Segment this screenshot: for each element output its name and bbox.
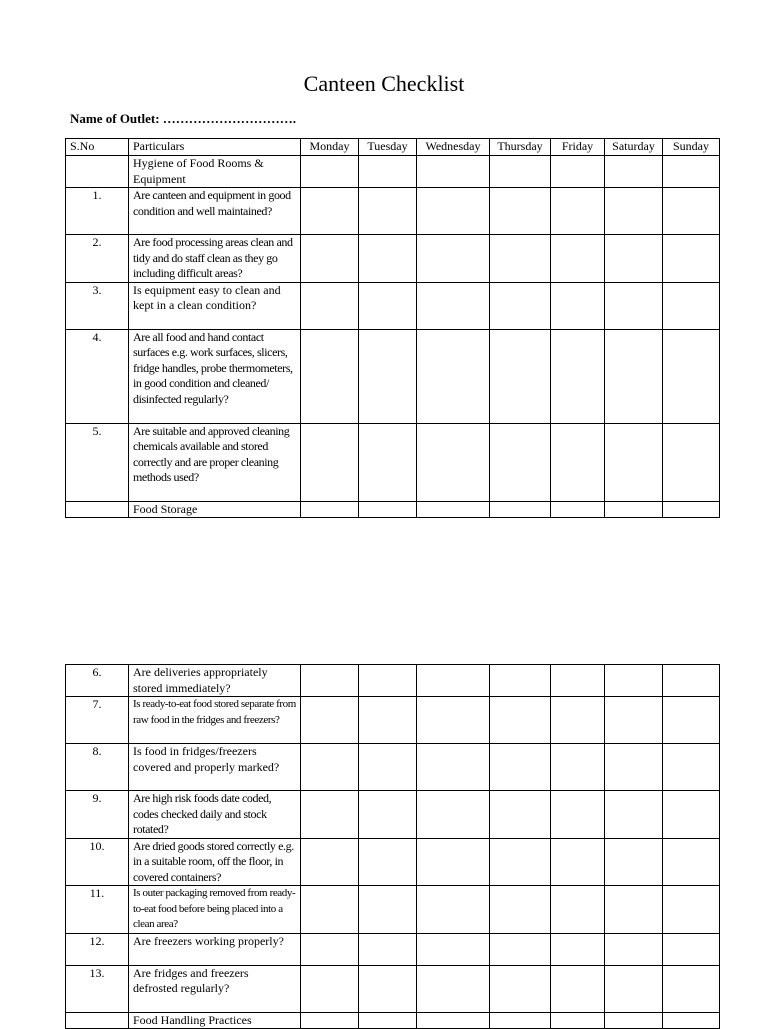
- sno-cell: [66, 156, 129, 188]
- check-cell[interactable]: [551, 933, 605, 965]
- section-row-handling: [66, 1012, 720, 1029]
- check-cell[interactable]: [663, 282, 720, 329]
- check-cell[interactable]: [663, 665, 720, 697]
- check-cell[interactable]: [417, 697, 490, 744]
- item-question: Is ready-to-eat food stored separate from raw food in the fridges and freezers?: [129, 697, 301, 744]
- header-row: [66, 139, 720, 156]
- check-cell[interactable]: [605, 501, 663, 518]
- section-heading: Food Handling Practices: [129, 1012, 301, 1029]
- check-cell[interactable]: [490, 156, 551, 188]
- table-row: [66, 838, 720, 886]
- item-question: Are freezers working properly?: [129, 933, 301, 965]
- check-cell[interactable]: [551, 156, 605, 188]
- check-cell[interactable]: [490, 423, 551, 501]
- checklist-table-part-2: [65, 664, 720, 1029]
- item-number: 11.: [66, 886, 129, 934]
- table-row: [66, 329, 720, 423]
- check-cell[interactable]: [359, 744, 417, 791]
- check-cell[interactable]: [490, 1012, 551, 1029]
- check-cell[interactable]: [359, 933, 417, 965]
- day-header-tuesday: Tuesday: [359, 139, 417, 156]
- check-cell[interactable]: [605, 1012, 663, 1029]
- sno-cell: [66, 1012, 129, 1029]
- check-cell[interactable]: [359, 423, 417, 501]
- check-cell[interactable]: [359, 791, 417, 839]
- check-cell[interactable]: [605, 329, 663, 423]
- sno-header: S.No: [66, 139, 129, 156]
- check-cell[interactable]: [605, 744, 663, 791]
- item-number: 5.: [66, 423, 129, 501]
- check-cell[interactable]: [417, 791, 490, 839]
- check-cell[interactable]: [301, 965, 359, 1012]
- table-row: [66, 282, 720, 329]
- check-cell[interactable]: [663, 838, 720, 886]
- check-cell[interactable]: [301, 188, 359, 235]
- table-row: [66, 423, 720, 501]
- item-question: Is outer packaging removed from ready-to-eat food before being placed into a clean area?: [129, 886, 301, 934]
- check-cell[interactable]: [663, 1012, 720, 1029]
- check-cell[interactable]: [359, 501, 417, 518]
- check-cell[interactable]: [359, 156, 417, 188]
- check-cell[interactable]: [359, 886, 417, 934]
- table-row: [66, 965, 720, 1012]
- item-question: Is food in fridges/freezers covered and properly marked?: [129, 744, 301, 791]
- check-cell[interactable]: [490, 886, 551, 934]
- check-cell[interactable]: [359, 1012, 417, 1029]
- check-cell[interactable]: [605, 423, 663, 501]
- item-number: 7.: [66, 697, 129, 744]
- check-cell[interactable]: [490, 933, 551, 965]
- check-cell[interactable]: [551, 329, 605, 423]
- check-cell[interactable]: [605, 933, 663, 965]
- check-cell[interactable]: [551, 188, 605, 235]
- check-cell[interactable]: [663, 188, 720, 235]
- check-cell[interactable]: [605, 665, 663, 697]
- check-cell[interactable]: [359, 697, 417, 744]
- check-cell[interactable]: [551, 965, 605, 1012]
- check-cell[interactable]: [663, 886, 720, 934]
- check-cell[interactable]: [551, 744, 605, 791]
- check-cell[interactable]: [301, 665, 359, 697]
- check-cell[interactable]: [663, 156, 720, 188]
- item-question: Are dried goods stored correctly e.g. in a suitable room, off the floor, in covered containers?: [129, 838, 301, 886]
- table-row: [66, 235, 720, 283]
- check-cell[interactable]: [301, 886, 359, 934]
- table-row: [66, 697, 720, 744]
- check-cell[interactable]: [551, 501, 605, 518]
- check-cell[interactable]: [490, 665, 551, 697]
- item-question: Are high risk foods date coded, codes checked daily and stock rotated?: [129, 791, 301, 839]
- check-cell[interactable]: [605, 156, 663, 188]
- check-cell[interactable]: [301, 156, 359, 188]
- check-cell[interactable]: [359, 188, 417, 235]
- check-cell[interactable]: [551, 665, 605, 697]
- check-cell[interactable]: [490, 235, 551, 283]
- check-cell[interactable]: [417, 665, 490, 697]
- item-number: 13.: [66, 965, 129, 1012]
- table-row: [66, 933, 720, 965]
- check-cell[interactable]: [605, 188, 663, 235]
- check-cell[interactable]: [490, 838, 551, 886]
- table-row: [66, 886, 720, 934]
- check-cell[interactable]: [551, 886, 605, 934]
- check-cell[interactable]: [417, 501, 490, 518]
- item-number: 3.: [66, 282, 129, 329]
- day-header-thursday: Thursday: [490, 139, 551, 156]
- check-cell[interactable]: [417, 235, 490, 283]
- item-number: 12.: [66, 933, 129, 965]
- check-cell[interactable]: [417, 838, 490, 886]
- check-cell[interactable]: [417, 188, 490, 235]
- check-cell[interactable]: [605, 697, 663, 744]
- item-question: Are deliveries appropriately stored immediately?: [129, 665, 301, 697]
- table-row: [66, 744, 720, 791]
- section-heading: Hygiene of Food Rooms & Equipment: [129, 156, 301, 188]
- check-cell[interactable]: [417, 965, 490, 1012]
- check-cell[interactable]: [663, 235, 720, 283]
- check-cell[interactable]: [605, 838, 663, 886]
- check-cell[interactable]: [490, 282, 551, 329]
- check-cell[interactable]: [359, 838, 417, 886]
- checklist-table-part-1: [65, 138, 720, 518]
- item-question: Are fridges and freezers defrosted regularly?: [129, 965, 301, 1012]
- item-number: 2.: [66, 235, 129, 283]
- day-header-monday: Monday: [301, 139, 359, 156]
- check-cell[interactable]: [417, 744, 490, 791]
- day-header-wednesday: Wednesday: [417, 139, 490, 156]
- item-number: 9.: [66, 791, 129, 839]
- check-cell[interactable]: [301, 235, 359, 283]
- check-cell[interactable]: [359, 235, 417, 283]
- section-heading: Food Storage: [129, 501, 301, 518]
- check-cell[interactable]: [551, 423, 605, 501]
- check-cell[interactable]: [663, 791, 720, 839]
- check-cell[interactable]: [490, 791, 551, 839]
- item-number: 8.: [66, 744, 129, 791]
- item-number: 4.: [66, 329, 129, 423]
- check-cell[interactable]: [417, 423, 490, 501]
- check-cell[interactable]: [490, 697, 551, 744]
- item-number: 6.: [66, 665, 129, 697]
- check-cell[interactable]: [605, 886, 663, 934]
- check-cell[interactable]: [417, 282, 490, 329]
- check-cell[interactable]: [417, 933, 490, 965]
- check-cell[interactable]: [663, 697, 720, 744]
- check-cell[interactable]: [663, 501, 720, 518]
- check-cell[interactable]: [417, 1012, 490, 1029]
- check-cell[interactable]: [417, 886, 490, 934]
- check-cell[interactable]: [663, 423, 720, 501]
- table-row: [66, 665, 720, 697]
- item-question: Are food processing areas clean and tidy and do staff clean as they go including difficult areas?: [129, 235, 301, 283]
- check-cell[interactable]: [490, 329, 551, 423]
- check-cell[interactable]: [605, 791, 663, 839]
- sno-cell: [66, 501, 129, 518]
- check-cell[interactable]: [301, 791, 359, 839]
- check-cell[interactable]: [359, 665, 417, 697]
- item-question: Is equipment easy to clean and kept in a clean condition?: [129, 282, 301, 329]
- check-cell[interactable]: [359, 329, 417, 423]
- check-cell[interactable]: [663, 965, 720, 1012]
- check-cell[interactable]: [490, 744, 551, 791]
- item-number: 10.: [66, 838, 129, 886]
- check-cell[interactable]: [663, 329, 720, 423]
- check-cell[interactable]: [490, 501, 551, 518]
- check-cell[interactable]: [301, 838, 359, 886]
- item-question: Are canteen and equipment in good condition and well maintained?: [129, 188, 301, 235]
- check-cell[interactable]: [301, 423, 359, 501]
- check-cell[interactable]: [301, 933, 359, 965]
- check-cell[interactable]: [301, 329, 359, 423]
- day-header-friday: Friday: [551, 139, 605, 156]
- check-cell[interactable]: [605, 235, 663, 283]
- check-cell[interactable]: [605, 282, 663, 329]
- check-cell[interactable]: [551, 791, 605, 839]
- check-cell[interactable]: [663, 744, 720, 791]
- check-cell[interactable]: [301, 282, 359, 329]
- check-cell[interactable]: [663, 933, 720, 965]
- check-cell[interactable]: [551, 282, 605, 329]
- check-cell[interactable]: [605, 965, 663, 1012]
- section-row-hygiene: [66, 156, 720, 188]
- page-title: Canteen Checklist: [303, 71, 465, 96]
- check-cell[interactable]: [301, 744, 359, 791]
- check-cell[interactable]: [551, 697, 605, 744]
- check-cell[interactable]: [417, 329, 490, 423]
- check-cell[interactable]: [301, 501, 359, 518]
- check-cell[interactable]: [417, 156, 490, 188]
- outlet-name-label: Name of Outlet: ………………………….: [70, 111, 297, 126]
- check-cell[interactable]: [301, 1012, 359, 1029]
- day-header-sunday: Sunday: [663, 139, 720, 156]
- check-cell[interactable]: [551, 1012, 605, 1029]
- section-row-storage: [66, 501, 720, 518]
- item-question: Are all food and hand contact surfaces e.g. work surfaces, slicers, fridge handles, probe thermometers, in good condition and cleaned/ disinfected regularly?: [129, 329, 301, 423]
- check-cell[interactable]: [359, 965, 417, 1012]
- day-header-saturday: Saturday: [605, 139, 663, 156]
- item-number: 1.: [66, 188, 129, 235]
- table-row: [66, 188, 720, 235]
- particulars-header: Particulars: [129, 139, 301, 156]
- check-cell[interactable]: [301, 697, 359, 744]
- check-cell[interactable]: [551, 838, 605, 886]
- item-question: Are suitable and approved cleaning chemicals available and stored correctly and are proper cleaning methods used?: [129, 423, 301, 501]
- check-cell[interactable]: [359, 282, 417, 329]
- check-cell[interactable]: [551, 235, 605, 283]
- check-cell[interactable]: [490, 965, 551, 1012]
- check-cell[interactable]: [490, 188, 551, 235]
- table-row: [66, 791, 720, 839]
